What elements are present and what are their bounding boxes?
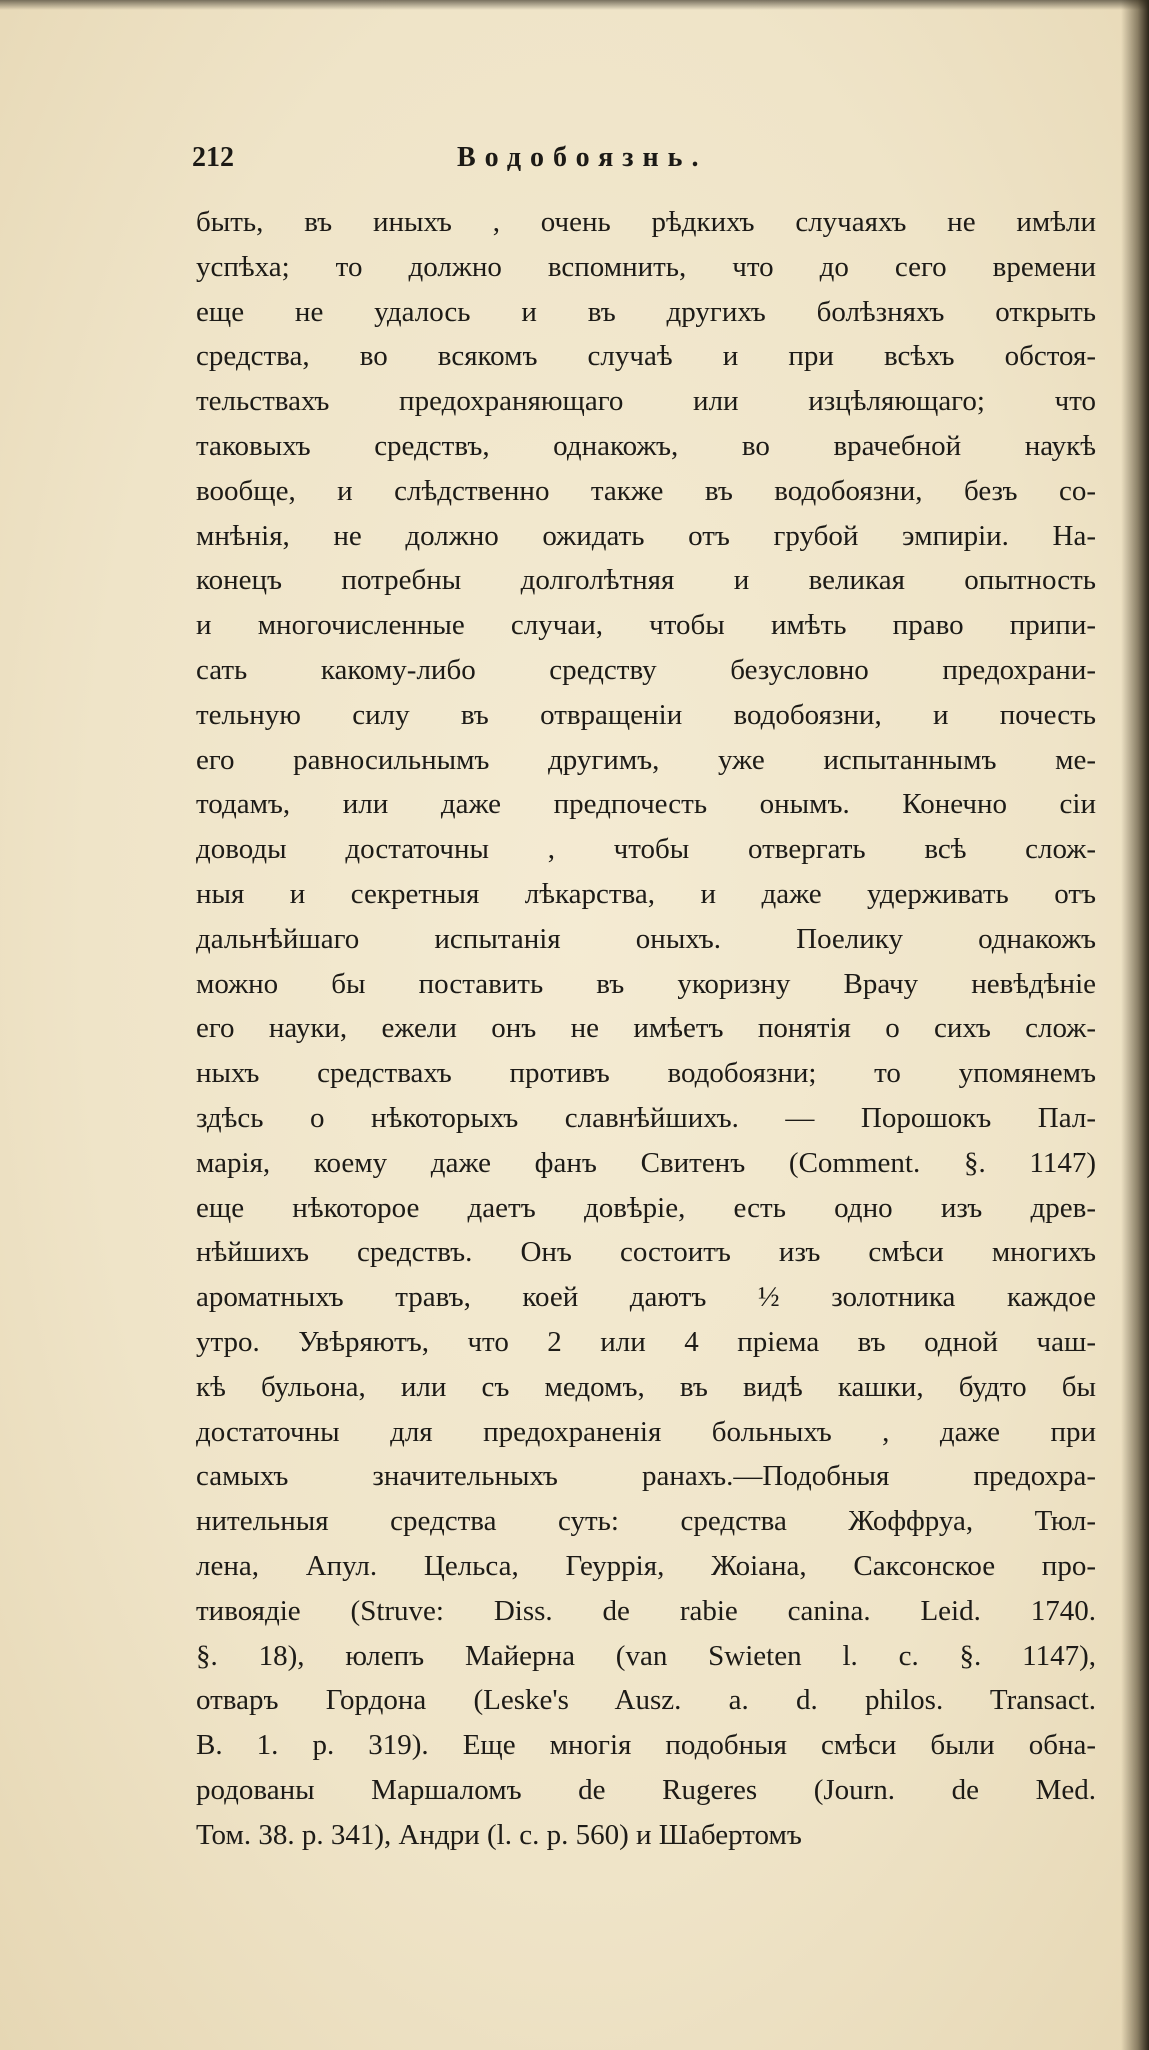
text-line: сать какому-либо средству безусловно предохрани-: [196, 653, 1096, 686]
text-line: доводы достаточны , чтобы отвергать всѣ слож-: [196, 833, 1096, 866]
text-line: тельную силу въ отвращеніи водобоязни, и почесть: [196, 698, 1096, 731]
text-line: быть, въ иныхъ , очень рѣдкихъ случаяхъ не имѣли: [196, 206, 1096, 238]
text-line: тодамъ, или даже предпочесть онымъ. Конечно сіи: [196, 788, 1096, 821]
text-line: мнѣнія, не должно ожидать отъ грубой эмпиріи. На-: [196, 519, 1096, 552]
text-line: его науки, ежели онъ не имѣетъ понятія о сихъ слож-: [196, 1012, 1096, 1045]
text-line: ныя и секретныя лѣкарства, и даже удерживать отъ: [196, 877, 1096, 910]
text-line: отваръ Гордона (Leske's Ausz. a. d. philos. Transact.: [196, 1684, 1096, 1717]
text-line: дальнѣйшаго испытанія оныхъ. Поелику однакожъ: [196, 922, 1096, 955]
text-line: кѣ бульона, или съ медомъ, въ видѣ кашки, будто бы: [196, 1370, 1096, 1403]
text-line: ароматныхъ травъ, коей даютъ ½ золотника каждое: [196, 1281, 1096, 1314]
text-line: лена, Апул. Цельса, Геуррія, Жоіана, Саксонское про-: [196, 1549, 1096, 1582]
page-header: [192, 142, 1092, 182]
text-line: можно бы поставить въ укоризну Врачу невѣдѣніе: [196, 967, 1096, 1000]
text-line: достаточны для предохраненія больныхъ , даже при: [196, 1415, 1096, 1448]
text-line: еще нѣкоторое даетъ довѣріе, есть одно изъ древ-: [196, 1191, 1096, 1224]
page-number: 212: [192, 142, 234, 173]
body-text: [196, 200, 1096, 1857]
text-line: конецъ потребны долголѣтняя и великая опытность: [196, 564, 1096, 597]
text-line: Том. 38. p. 341), Андри (l. c. p. 560) и Шабертомъ: [196, 1818, 802, 1851]
text-line: самыхъ значительныхъ ранахъ.—Подобныя предохра-: [196, 1460, 1096, 1493]
page-binding-shadow: [1121, 0, 1149, 2050]
text-line: еще не удалось и въ другихъ болѣзняхъ открыть: [196, 295, 1096, 328]
text-line: §. 18), юлепъ Майерна (van Swieten l. c. §. 1147),: [196, 1639, 1096, 1672]
text-line: ныхъ средствахъ противъ водобоязни; то упомянемъ: [196, 1057, 1096, 1090]
text-line: нительныя средства суть: средства Жоффруа, Тюл-: [196, 1505, 1096, 1538]
text-line: его равносильнымъ другимъ, уже испытаннымъ ме-: [196, 743, 1096, 776]
text-line: марія, коему даже фанъ Свитенъ (Comment. §. 1147): [196, 1146, 1096, 1179]
text-line: и многочисленные случаи, чтобы имѣть право припи-: [196, 609, 1096, 642]
text-line: успѣха; то должно вспомнить, что до сего времени: [196, 250, 1096, 283]
text-line: таковыхъ средствъ, однакожъ, во врачебной наукѣ: [196, 429, 1096, 462]
page-top-shadow: [0, 0, 1149, 10]
text-line: вообще, и слѣдственно также въ водобоязни, безъ со-: [196, 474, 1096, 507]
text-line: тельствахъ предохраняющаго или изцѣляющаго; что: [196, 385, 1096, 418]
text-line: нѣйшихъ средствъ. Онъ состоитъ изъ смѣси многихъ: [196, 1236, 1096, 1269]
text-line: B. 1. p. 319). Еще многія подобныя смѣси были обна-: [196, 1729, 1096, 1762]
text-line: здѣсь о нѣкоторыхъ славнѣйшихъ. — Порошокъ Пал-: [196, 1101, 1096, 1134]
text-line: утро. Увѣряютъ, что 2 или 4 пріема въ одной чаш-: [196, 1325, 1096, 1358]
text-line: тивоядіе (Struve: Diss. de rabie canina. Leid. 1740.: [196, 1594, 1096, 1627]
text-line: средства, во всякомъ случаѣ и при всѣхъ обстоя-: [196, 340, 1096, 373]
running-title: Водобоязнь.: [457, 142, 708, 173]
text-line: родованы Маршаломъ de Rugeres (Journ. de Med.: [196, 1773, 1096, 1806]
